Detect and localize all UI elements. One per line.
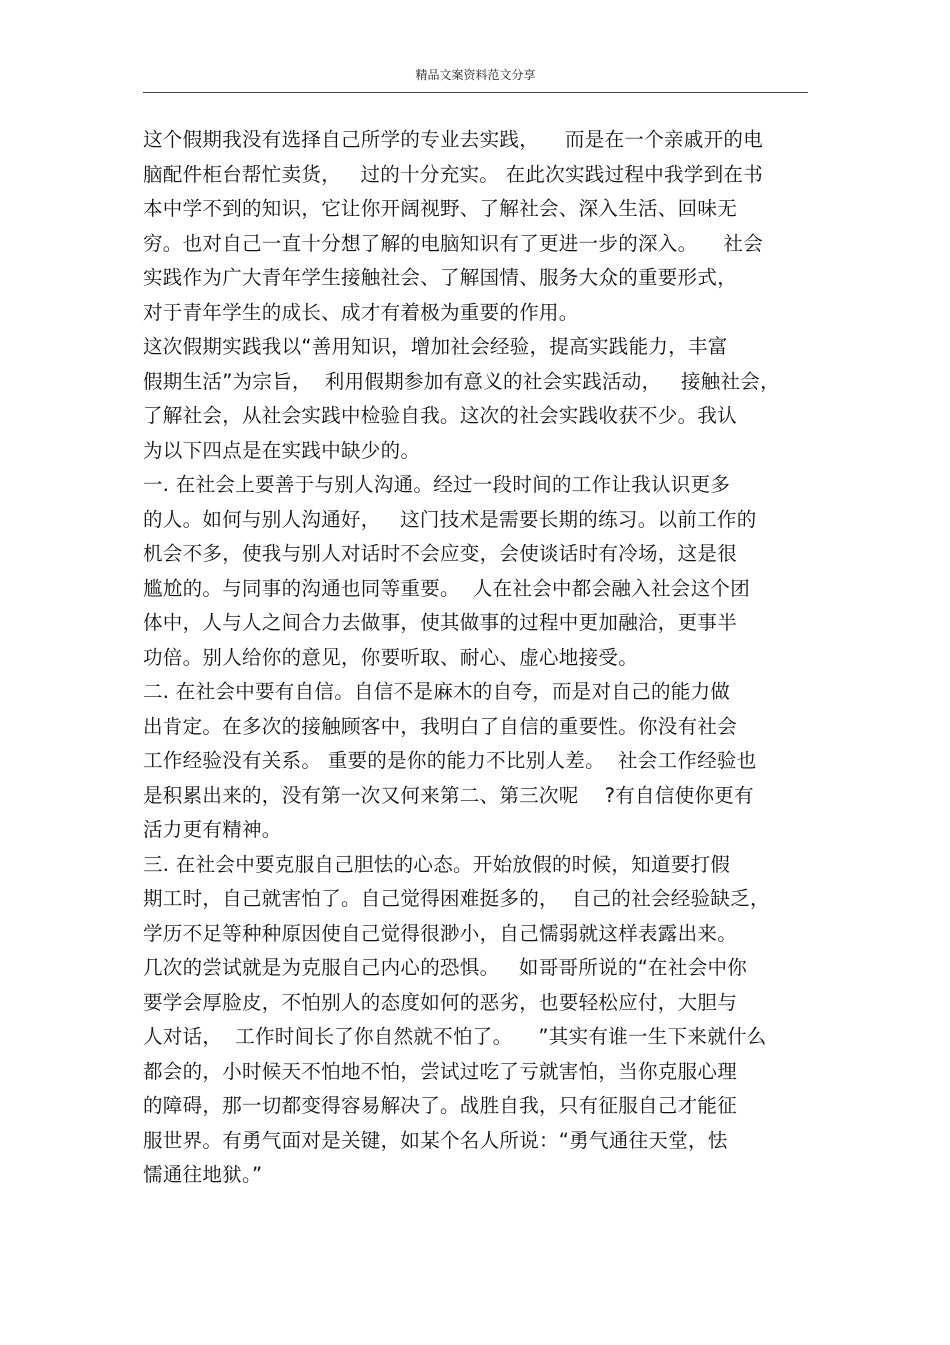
text-line: 机会不多，使我与别人对话时不会应变，会使谈话时有冷场，这是很 xyxy=(143,542,738,565)
text-line: 懦通往地狱。” xyxy=(143,1163,263,1186)
text-line: 要学会厚脸皮，不怕别人的态度如何的恶劣，也要轻松应付，大胆与 xyxy=(143,990,738,1014)
text-line: 一. 在社会上要善于与别人沟通。经过一段时间的工作让我认识更多 xyxy=(143,473,731,496)
text-line: 活力更有精神。 xyxy=(143,818,282,841)
text-line: 这次假期实践我以“善用知识，增加社会经验，提高实践能力，丰富 xyxy=(143,335,728,358)
text-line: 学历不足等种种原因使自己觉得很渺小，自己懦弱就这样表露出来。 xyxy=(143,921,738,945)
text-line: 都会的，小时候天不怕地不怕，尝试过吃了亏就害怕，当你克服心理 xyxy=(143,1059,738,1083)
text-line: 对于青年学生的成长、成才有着极为重要的作用。 xyxy=(143,300,579,324)
text-line: 期工时，自己就害怕了。自己觉得困难挺多的， 自己的社会经验缺乏， xyxy=(143,887,770,910)
text-line: 本中学不到的知识，它让你开阔视野、了解社会、深入生活、回味无 xyxy=(143,197,738,220)
text-line: 人对话， 工作时间长了你自然就不怕了。 ”其实有谁一生下来就什么 xyxy=(143,1025,767,1048)
text-line: 假期生活”为宗旨， 利用假期参加有意义的社会实践活动， 接触社会， xyxy=(143,369,780,393)
text-line: 实践作为广大青年学生接触社会、了解国情、服务大众的重要形式， xyxy=(143,266,738,289)
text-line: 体中，人与人之间合力去做事，使其做事的过程中更加融洽，更事半 xyxy=(143,611,738,634)
text-line: 的障碍，那一切都变得容易解决了。战胜自我，只有征服自己才能征 xyxy=(143,1094,738,1117)
text-line: 穷。也对自己一直十分想了解的电脑知识有了更进一步的深入。 社会 xyxy=(143,231,763,255)
text-line: 了解社会，从社会实践中检验自我。这次的社会实践收获不少。我认 xyxy=(143,404,738,427)
text-line: 出肯定。在多次的接触顾客中，我明白了自信的重要性。你没有社会 xyxy=(143,714,738,738)
page-header-title: 精品文案资料范文分享 xyxy=(415,68,536,82)
header-divider xyxy=(143,92,808,93)
text-line: 这个假期我没有选择自己所学的专业去实践， 而是在一个亲戚开的电 xyxy=(143,128,763,151)
document-body xyxy=(143,123,808,1193)
text-line: 服世界。有勇气面对是关键，如某个名人所说：“勇气通往天堂，怯 xyxy=(143,1128,728,1152)
text-line: 尴尬的。与同事的沟通也同等重要。 人在社会中都会融入社会这个团 xyxy=(143,576,750,600)
text-line: 工作经验没有关系。 重要的是你的能力不比别人差。 社会工作经验也 xyxy=(143,749,757,772)
text-line: 功倍。别人给你的意见，你要听取、耐心、虚心地接受。 xyxy=(143,645,639,669)
text-line: 是积累出来的，没有第一次又何来第二、第三次呢 ?有自信使你更有 xyxy=(143,783,754,807)
text-line: 几次的尝试就是为克服自己内心的恐惧。 如哥哥所说的“在社会中你 xyxy=(143,956,748,979)
text-line: 脑配件柜台帮忙卖货， 过的十分充实。 在此次实践过程中我学到在书 xyxy=(143,162,763,186)
text-line: 的人。如何与别人沟通好， 这门技术是需要长期的练习。以前工作的 xyxy=(143,507,757,531)
text-line: 三. 在社会中要克服自己胆怯的心态。开始放假的时候，知道要打假 xyxy=(143,852,731,876)
text-line: 二. 在社会中要有自信。自信不是麻木的自夸，而是对自己的能力做 xyxy=(143,680,731,703)
text-line: 为以下四点是在实践中缺少的。 xyxy=(143,438,421,462)
